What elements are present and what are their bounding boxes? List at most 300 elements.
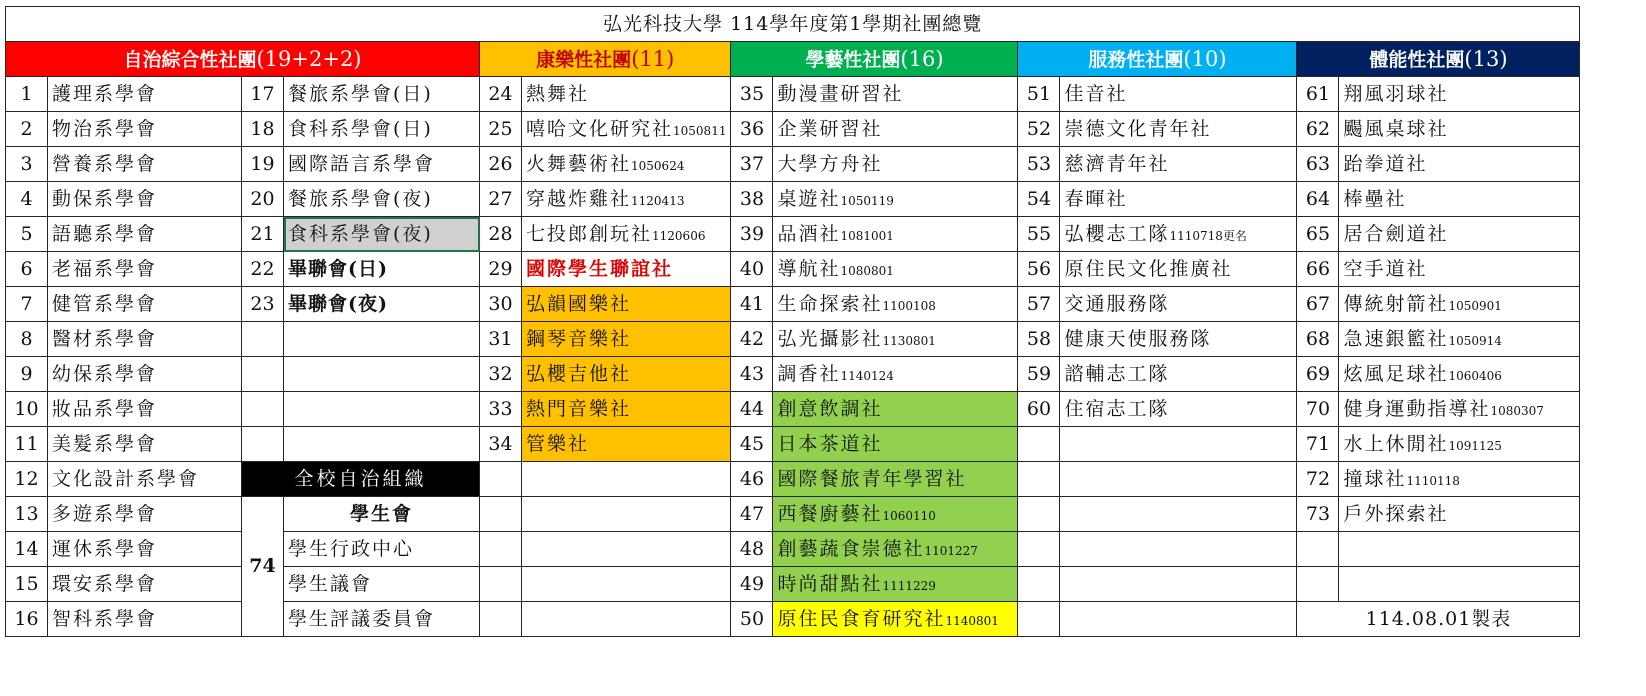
row-number-cell[interactable]: 8 bbox=[6, 322, 48, 357]
club-name: 佳音社 bbox=[1064, 82, 1128, 105]
empty-cell[interactable] bbox=[242, 427, 284, 462]
club-name-cell[interactable] bbox=[48, 462, 242, 497]
row-number-cell[interactable]: 47 bbox=[731, 497, 773, 532]
club-name-cell[interactable] bbox=[773, 322, 1018, 357]
club-founded-note: 1091125 bbox=[1448, 438, 1502, 453]
row-number-cell[interactable]: 28 bbox=[480, 217, 522, 252]
row-number-cell[interactable]: 1 bbox=[6, 77, 48, 112]
row-number-cell[interactable]: 42 bbox=[731, 322, 773, 357]
table-row bbox=[6, 182, 1580, 217]
empty-cell[interactable] bbox=[1018, 567, 1060, 602]
club-name-cell[interactable] bbox=[1339, 182, 1580, 217]
club-name-cell[interactable] bbox=[48, 497, 242, 532]
club-name-cell[interactable] bbox=[773, 252, 1018, 287]
club-name: 鋼琴音樂社 bbox=[526, 327, 632, 350]
club-name: 護理系學會 bbox=[52, 82, 158, 105]
club-name-cell[interactable] bbox=[48, 602, 242, 637]
empty-cell[interactable] bbox=[1060, 602, 1297, 637]
table-row bbox=[6, 497, 1580, 532]
empty-cell[interactable] bbox=[1297, 532, 1339, 567]
empty-cell[interactable] bbox=[480, 462, 522, 497]
club-name-cell[interactable] bbox=[284, 182, 480, 217]
empty-cell[interactable] bbox=[522, 567, 731, 602]
club-name: 文化設計系學會 bbox=[52, 467, 200, 490]
club-name-cell[interactable] bbox=[522, 77, 731, 112]
row-number-cell[interactable]: 25 bbox=[480, 112, 522, 147]
club-name: 動保系學會 bbox=[52, 187, 158, 210]
club-name-cell[interactable] bbox=[1339, 252, 1580, 287]
empty-cell[interactable] bbox=[480, 497, 522, 532]
club-founded-note: 1060406 bbox=[1448, 368, 1502, 383]
club-name-cell[interactable] bbox=[1339, 497, 1580, 532]
row-number-cell[interactable]: 20 bbox=[242, 182, 284, 217]
row-number-cell[interactable]: 2 bbox=[6, 112, 48, 147]
club-name-cell[interactable] bbox=[1339, 427, 1580, 462]
club-founded-note: 1080801 bbox=[840, 263, 894, 278]
empty-cell[interactable] bbox=[242, 322, 284, 357]
club-founded-note: 1101227 bbox=[924, 543, 978, 558]
club-name: 國際語言系學會 bbox=[288, 152, 436, 175]
row-number-cell[interactable]: 63 bbox=[1297, 147, 1339, 182]
club-name: 創藝蔬食崇德社 bbox=[777, 537, 925, 560]
club-name-cell[interactable] bbox=[522, 182, 731, 217]
category-name: 自治綜合性社團 bbox=[123, 48, 257, 71]
table-row bbox=[6, 217, 1580, 252]
table-row bbox=[6, 252, 1580, 287]
club-name-cell[interactable] bbox=[284, 147, 480, 182]
empty-cell[interactable] bbox=[284, 357, 480, 392]
club-founded-note: 1050914 bbox=[1448, 333, 1502, 348]
club-name-cell[interactable] bbox=[773, 357, 1018, 392]
school-org-item[interactable]: 學生會 bbox=[284, 497, 480, 532]
row-number-cell[interactable]: 3 bbox=[6, 147, 48, 182]
row-number-cell[interactable]: 22 bbox=[242, 252, 284, 287]
row-number-cell[interactable]: 71 bbox=[1297, 427, 1339, 462]
club-name-cell[interactable] bbox=[1339, 217, 1580, 252]
club-founded-note: 1050811 bbox=[673, 123, 727, 138]
club-name-cell[interactable] bbox=[1060, 392, 1297, 427]
row-number-cell[interactable]: 21 bbox=[242, 217, 284, 252]
row-number-cell[interactable]: 69 bbox=[1297, 357, 1339, 392]
row-number-cell[interactable]: 38 bbox=[731, 182, 773, 217]
club-founded-note: 1120413 bbox=[631, 193, 685, 208]
row-number-cell[interactable]: 50 bbox=[731, 602, 773, 637]
category-header-row bbox=[6, 42, 1580, 77]
empty-cell[interactable] bbox=[284, 392, 480, 427]
row-number-cell[interactable]: 14 bbox=[6, 532, 48, 567]
category-name: 學藝性社團 bbox=[805, 48, 901, 71]
club-founded-note: 1140124 bbox=[840, 368, 894, 383]
row-number-cell[interactable]: 48 bbox=[731, 532, 773, 567]
category-name: 體能性社團 bbox=[1369, 48, 1465, 71]
empty-cell[interactable] bbox=[480, 567, 522, 602]
club-name-cell[interactable] bbox=[522, 392, 731, 427]
empty-cell[interactable] bbox=[1060, 497, 1297, 532]
club-name-cell[interactable] bbox=[1060, 147, 1297, 182]
club-name-cell[interactable] bbox=[522, 112, 731, 147]
club-name-cell[interactable] bbox=[1339, 112, 1580, 147]
row-number-cell[interactable]: 60 bbox=[1018, 392, 1060, 427]
club-founded-note: 1120606 bbox=[652, 228, 706, 243]
club-name: 空手道社 bbox=[1343, 257, 1428, 280]
category-count: (19+2+2) bbox=[256, 46, 362, 71]
club-name: 穿越炸雞社 bbox=[526, 187, 632, 210]
club-name-cell[interactable] bbox=[48, 217, 242, 252]
row-number-cell[interactable]: 5 bbox=[6, 217, 48, 252]
club-name: 諮輔志工隊 bbox=[1064, 362, 1170, 385]
club-name-cell[interactable] bbox=[48, 357, 242, 392]
category-header-sports[interactable] bbox=[1297, 42, 1580, 77]
club-name-cell[interactable] bbox=[48, 392, 242, 427]
club-name: 春暉社 bbox=[1064, 187, 1128, 210]
club-name: 健康天使服務隊 bbox=[1064, 327, 1212, 350]
club-founded-note: 1050624 bbox=[631, 158, 685, 173]
club-name-cell[interactable] bbox=[48, 252, 242, 287]
club-founded-note: 1081001 bbox=[840, 228, 894, 243]
category-header-self-gov[interactable] bbox=[6, 42, 480, 77]
club-name-cell[interactable] bbox=[773, 532, 1018, 567]
row-number-cell[interactable]: 67 bbox=[1297, 287, 1339, 322]
row-number-cell[interactable]: 68 bbox=[1297, 322, 1339, 357]
club-name-cell[interactable] bbox=[1339, 462, 1580, 497]
club-name: 住宿志工隊 bbox=[1064, 397, 1170, 420]
empty-cell[interactable] bbox=[522, 497, 731, 532]
club-name: 交通服務隊 bbox=[1064, 292, 1170, 315]
club-name: 熱舞社 bbox=[526, 82, 590, 105]
row-number-cell[interactable]: 29 bbox=[480, 252, 522, 287]
row-number-cell[interactable]: 16 bbox=[6, 602, 48, 637]
club-name: 語聽系學會 bbox=[52, 222, 158, 245]
club-name-cell[interactable] bbox=[522, 147, 731, 182]
club-name: 原住民食育研究社 bbox=[777, 607, 946, 630]
row-number-cell[interactable]: 18 bbox=[242, 112, 284, 147]
category-header-service[interactable] bbox=[1018, 42, 1297, 77]
school-org-item[interactable]: 學生評議委員會 bbox=[284, 602, 480, 637]
club-name-cell[interactable] bbox=[48, 77, 242, 112]
table-row bbox=[6, 112, 1580, 147]
school-org-item[interactable]: 學生議會 bbox=[284, 567, 480, 602]
row-number-cell[interactable]: 45 bbox=[731, 427, 773, 462]
club-name: 崇德文化青年社 bbox=[1064, 117, 1212, 140]
club-name-cell[interactable] bbox=[773, 427, 1018, 462]
club-name: 物治系學會 bbox=[52, 117, 158, 140]
row-number-cell[interactable]: 39 bbox=[731, 217, 773, 252]
club-name: 時尚甜點社 bbox=[777, 572, 883, 595]
empty-cell[interactable] bbox=[480, 532, 522, 567]
empty-cell[interactable] bbox=[1018, 532, 1060, 567]
row-number-cell[interactable]: 19 bbox=[242, 147, 284, 182]
empty-cell[interactable] bbox=[1060, 462, 1297, 497]
club-name: 動漫畫研習社 bbox=[777, 82, 904, 105]
club-name: 戶外探索社 bbox=[1343, 502, 1449, 525]
club-name-cell[interactable] bbox=[1060, 112, 1297, 147]
club-name-cell[interactable] bbox=[284, 217, 480, 252]
empty-cell[interactable] bbox=[1018, 497, 1060, 532]
row-number-cell[interactable]: 17 bbox=[242, 77, 284, 112]
club-name: 妝品系學會 bbox=[52, 397, 158, 420]
club-name-cell[interactable] bbox=[773, 497, 1018, 532]
club-name-cell[interactable] bbox=[1060, 357, 1297, 392]
club-name-cell[interactable] bbox=[773, 392, 1018, 427]
club-name-cell[interactable] bbox=[773, 77, 1018, 112]
club-founded-note: 1130801 bbox=[882, 333, 936, 348]
club-name-cell[interactable] bbox=[773, 112, 1018, 147]
row-number-cell[interactable]: 66 bbox=[1297, 252, 1339, 287]
school-org-title: 全校自治組織 bbox=[242, 462, 480, 497]
row-number-cell[interactable]: 30 bbox=[480, 287, 522, 322]
club-name-cell[interactable] bbox=[48, 322, 242, 357]
club-name-cell[interactable] bbox=[1060, 287, 1297, 322]
empty-cell[interactable] bbox=[480, 602, 522, 637]
club-name-cell[interactable] bbox=[1060, 182, 1297, 217]
row-number-cell[interactable]: 34 bbox=[480, 427, 522, 462]
club-name-cell[interactable] bbox=[48, 567, 242, 602]
table-row bbox=[6, 357, 1580, 392]
row-number-cell[interactable]: 41 bbox=[731, 287, 773, 322]
row-number-cell[interactable]: 73 bbox=[1297, 497, 1339, 532]
club-name-cell[interactable] bbox=[522, 322, 731, 357]
row-number-cell[interactable]: 49 bbox=[731, 567, 773, 602]
club-name: 餐旅系學會(夜) bbox=[288, 187, 433, 210]
club-name-cell[interactable] bbox=[773, 147, 1018, 182]
club-name: 傳統射箭社 bbox=[1343, 292, 1449, 315]
row-number-cell[interactable]: 57 bbox=[1018, 287, 1060, 322]
table-row bbox=[6, 462, 1580, 497]
club-name: 日本茶道社 bbox=[777, 432, 883, 455]
club-name: 健管系學會 bbox=[52, 292, 158, 315]
club-founded-note: 1050119 bbox=[840, 193, 894, 208]
footer-date: 114.08.01製表 bbox=[1297, 602, 1580, 637]
row-number-cell[interactable]: 10 bbox=[6, 392, 48, 427]
row-number-cell[interactable]: 62 bbox=[1297, 112, 1339, 147]
club-name: 居合劍道社 bbox=[1343, 222, 1449, 245]
club-name: 嘻哈文化研究社 bbox=[526, 117, 674, 140]
club-name-cell[interactable] bbox=[522, 217, 731, 252]
row-number-cell[interactable]: 61 bbox=[1297, 77, 1339, 112]
club-name: 多遊系學會 bbox=[52, 502, 158, 525]
club-name: 管樂社 bbox=[526, 432, 590, 455]
club-name-cell[interactable] bbox=[48, 147, 242, 182]
club-name-cell[interactable] bbox=[48, 112, 242, 147]
club-name-cell[interactable] bbox=[1060, 322, 1297, 357]
empty-cell[interactable] bbox=[1018, 462, 1060, 497]
club-name: 熱門音樂社 bbox=[526, 397, 632, 420]
club-name-cell[interactable] bbox=[522, 252, 731, 287]
club-founded-note: 1100108 bbox=[882, 298, 936, 313]
club-name-cell[interactable] bbox=[1339, 392, 1580, 427]
club-name-cell[interactable] bbox=[773, 217, 1018, 252]
row-number-cell[interactable]: 9 bbox=[6, 357, 48, 392]
club-name: 營養系學會 bbox=[52, 152, 158, 175]
row-number-cell[interactable]: 6 bbox=[6, 252, 48, 287]
club-name: 老福系學會 bbox=[52, 257, 158, 280]
row-number-cell[interactable]: 59 bbox=[1018, 357, 1060, 392]
row-number-cell[interactable]: 53 bbox=[1018, 147, 1060, 182]
club-name-cell[interactable] bbox=[284, 287, 480, 322]
club-name-cell[interactable] bbox=[1060, 252, 1297, 287]
category-count: (16) bbox=[900, 46, 944, 71]
school-org-item[interactable]: 學生行政中心 bbox=[284, 532, 480, 567]
club-name: 智科系學會 bbox=[52, 607, 158, 630]
empty-cell[interactable] bbox=[1060, 427, 1297, 462]
club-name: 颺風桌球社 bbox=[1343, 117, 1449, 140]
club-name: 弘櫻志工隊 bbox=[1064, 222, 1170, 245]
club-name-cell[interactable] bbox=[522, 357, 731, 392]
row-number-cell[interactable]: 31 bbox=[480, 322, 522, 357]
club-name-cell[interactable] bbox=[1339, 77, 1580, 112]
club-name: 環安系學會 bbox=[52, 572, 158, 595]
club-founded-note: 1110718更名 bbox=[1169, 228, 1247, 243]
club-founded-note: 1050901 bbox=[1448, 298, 1502, 313]
row-number-cell[interactable]: 72 bbox=[1297, 462, 1339, 497]
club-name: 國際學生聯誼社 bbox=[526, 257, 674, 280]
club-name-cell[interactable] bbox=[773, 182, 1018, 217]
club-name: 七投郎創玩社 bbox=[526, 222, 653, 245]
empty-cell[interactable] bbox=[242, 392, 284, 427]
row-number-cell[interactable]: 44 bbox=[731, 392, 773, 427]
club-name: 導航社 bbox=[777, 257, 841, 280]
club-name-cell[interactable] bbox=[1339, 147, 1580, 182]
empty-cell[interactable] bbox=[242, 357, 284, 392]
club-founded-note: 1111229 bbox=[882, 578, 936, 593]
row-number-cell[interactable]: 54 bbox=[1018, 182, 1060, 217]
row-number-cell[interactable]: 40 bbox=[731, 252, 773, 287]
row-number-cell[interactable]: 36 bbox=[731, 112, 773, 147]
empty-cell[interactable] bbox=[522, 462, 731, 497]
empty-cell[interactable] bbox=[1297, 567, 1339, 602]
club-name: 餐旅系學會(日) bbox=[288, 82, 433, 105]
empty-cell[interactable] bbox=[1018, 427, 1060, 462]
club-name: 健身運動指導社 bbox=[1343, 397, 1491, 420]
club-name-cell[interactable] bbox=[773, 567, 1018, 602]
club-name: 弘韻國樂社 bbox=[526, 292, 632, 315]
row-number-cell[interactable]: 70 bbox=[1297, 392, 1339, 427]
club-name: 國際餐旅青年學習社 bbox=[777, 467, 967, 490]
club-name-cell[interactable] bbox=[284, 252, 480, 287]
club-name-cell[interactable] bbox=[284, 112, 480, 147]
row-number-cell[interactable]: 43 bbox=[731, 357, 773, 392]
table-row bbox=[6, 392, 1580, 427]
club-name-cell[interactable] bbox=[1339, 322, 1580, 357]
school-org-code: 74 bbox=[242, 497, 284, 637]
club-name-cell[interactable] bbox=[773, 287, 1018, 322]
row-number-cell[interactable]: 64 bbox=[1297, 182, 1339, 217]
row-number-cell[interactable]: 12 bbox=[6, 462, 48, 497]
club-name: 幼保系學會 bbox=[52, 362, 158, 385]
category-count: (11) bbox=[631, 46, 675, 71]
club-name-cell[interactable] bbox=[522, 427, 731, 462]
club-overview-table bbox=[5, 6, 1580, 637]
row-number-cell[interactable]: 26 bbox=[480, 147, 522, 182]
row-number-cell[interactable]: 46 bbox=[731, 462, 773, 497]
table-row bbox=[6, 322, 1580, 357]
club-name: 慈濟青年社 bbox=[1064, 152, 1170, 175]
club-name-cell[interactable] bbox=[1060, 77, 1297, 112]
club-name: 運休系學會 bbox=[52, 537, 158, 560]
empty-cell[interactable] bbox=[1339, 567, 1580, 602]
page-title: 弘光科技大學 114學年度第1學期社團總覽 bbox=[6, 7, 1580, 42]
category-name: 服務性社團 bbox=[1088, 48, 1184, 71]
row-number-cell[interactable]: 7 bbox=[6, 287, 48, 322]
club-founded-note: 1060110 bbox=[882, 508, 936, 523]
row-number-cell[interactable]: 37 bbox=[731, 147, 773, 182]
row-number-cell[interactable]: 51 bbox=[1018, 77, 1060, 112]
spreadsheet-sheet bbox=[5, 6, 1642, 692]
row-number-cell[interactable]: 58 bbox=[1018, 322, 1060, 357]
club-name-cell[interactable] bbox=[48, 182, 242, 217]
club-name-cell[interactable] bbox=[48, 287, 242, 322]
club-name: 醫材系學會 bbox=[52, 327, 158, 350]
club-name-cell[interactable] bbox=[1339, 357, 1580, 392]
row-number-cell[interactable]: 24 bbox=[480, 77, 522, 112]
row-number-cell[interactable]: 4 bbox=[6, 182, 48, 217]
empty-cell[interactable] bbox=[1339, 532, 1580, 567]
club-name: 調香社 bbox=[777, 362, 841, 385]
empty-cell[interactable] bbox=[522, 602, 731, 637]
row-number-cell[interactable]: 11 bbox=[6, 427, 48, 462]
club-name: 火舞藝術社 bbox=[526, 152, 632, 175]
club-name: 原住民文化推廣社 bbox=[1064, 257, 1233, 280]
club-name: 弘光攝影社 bbox=[777, 327, 883, 350]
row-number-cell[interactable]: 35 bbox=[731, 77, 773, 112]
club-name-cell[interactable] bbox=[522, 287, 731, 322]
empty-cell[interactable] bbox=[1060, 532, 1297, 567]
empty-cell[interactable] bbox=[284, 322, 480, 357]
club-name: 急速銀籃社 bbox=[1343, 327, 1449, 350]
club-name: 食科系學會(日) bbox=[288, 117, 433, 140]
category-header-recreation[interactable] bbox=[480, 42, 731, 77]
category-count: (13) bbox=[1464, 46, 1508, 71]
row-number-cell[interactable]: 55 bbox=[1018, 217, 1060, 252]
club-founded-note: 1110118 bbox=[1406, 473, 1460, 488]
row-number-cell[interactable]: 52 bbox=[1018, 112, 1060, 147]
table-row bbox=[6, 427, 1580, 462]
club-founded-note: 1080307 bbox=[1490, 403, 1544, 418]
row-number-cell[interactable]: 23 bbox=[242, 287, 284, 322]
club-name-cell[interactable] bbox=[1060, 217, 1297, 252]
club-name: 翔風羽球社 bbox=[1343, 82, 1449, 105]
club-name-cell[interactable] bbox=[48, 532, 242, 567]
row-number-cell[interactable]: 27 bbox=[480, 182, 522, 217]
empty-cell[interactable] bbox=[284, 427, 480, 462]
club-name: 畢聯會(日) bbox=[288, 257, 388, 280]
club-name-cell[interactable] bbox=[773, 602, 1018, 637]
empty-cell[interactable] bbox=[1018, 602, 1060, 637]
club-name-cell[interactable] bbox=[1339, 287, 1580, 322]
club-name: 西餐廚藝社 bbox=[777, 502, 883, 525]
row-number-cell[interactable]: 33 bbox=[480, 392, 522, 427]
club-name-cell[interactable] bbox=[773, 462, 1018, 497]
row-number-cell[interactable]: 56 bbox=[1018, 252, 1060, 287]
club-name: 企業研習社 bbox=[777, 117, 883, 140]
empty-cell[interactable] bbox=[1060, 567, 1297, 602]
category-header-academic[interactable] bbox=[731, 42, 1018, 77]
club-name-cell[interactable] bbox=[48, 427, 242, 462]
club-name: 撞球社 bbox=[1343, 467, 1407, 490]
table-row bbox=[6, 147, 1580, 182]
empty-cell[interactable] bbox=[522, 532, 731, 567]
category-name: 康樂性社團 bbox=[536, 48, 632, 71]
club-name: 創意飲調社 bbox=[777, 397, 883, 420]
row-number-cell[interactable]: 65 bbox=[1297, 217, 1339, 252]
category-count: (10) bbox=[1183, 46, 1227, 71]
club-name: 食科系學會(夜) bbox=[288, 222, 433, 245]
row-number-cell[interactable]: 13 bbox=[6, 497, 48, 532]
row-number-cell[interactable]: 15 bbox=[6, 567, 48, 602]
row-number-cell[interactable]: 32 bbox=[480, 357, 522, 392]
club-name-cell[interactable] bbox=[284, 77, 480, 112]
club-founded-note: 1140801 bbox=[945, 613, 999, 628]
